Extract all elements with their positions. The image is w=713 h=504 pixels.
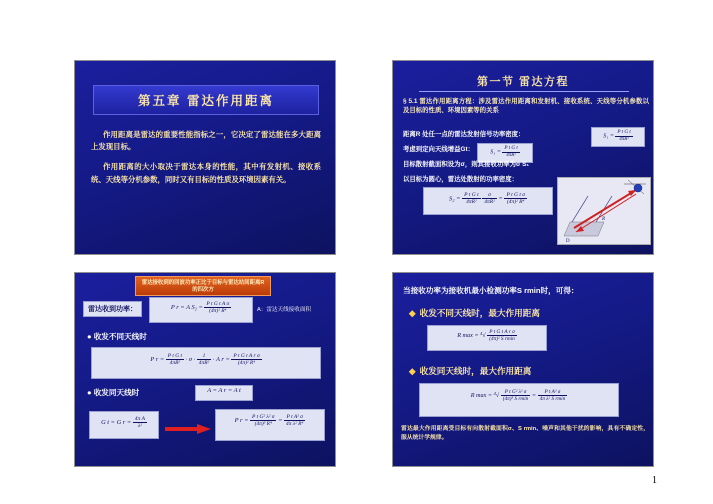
slide-2-radar-diagram xyxy=(557,177,651,245)
slide-3-equation-1 xyxy=(149,297,253,323)
slide-3-eq5-t2-den: 4π λ² R⁴ xyxy=(285,421,304,428)
slide-3-bullet-1: ● 收发不同天线时 xyxy=(87,332,147,341)
slide-2-eq2-denominator: 4πR² xyxy=(506,151,516,158)
radar-diagram-label-antenna: D xyxy=(566,239,570,244)
slide-3-eq2-term-2 xyxy=(197,353,211,367)
slide-2-eq1-fraction xyxy=(615,130,632,143)
slide-3-eq2-label: P r = xyxy=(150,356,165,364)
slide-2-eq3-t3-den: (4π)² R⁴ xyxy=(506,199,525,206)
slide-3-arrow-icon xyxy=(165,421,211,431)
slide-2-eq2-label: S₁ = xyxy=(490,149,501,156)
slide-3-eq4-label: G t = G r = xyxy=(101,419,132,427)
slide-2-line-3: 目标散射截面积设为σ，则其接收功率为σ S₁ xyxy=(403,161,530,168)
slide-2 xyxy=(392,60,654,255)
slide-4-eq2-t2-den: 4π λ² S rmin xyxy=(539,396,566,403)
slide-2-eq3-term-1 xyxy=(462,192,480,206)
slide-3-eq1-label: P r = A S₂ = xyxy=(170,304,203,312)
slide-4-equation-2: R max = $^4$√ $\frac{\text{P t G² λ² σ}}{\text{(4π)³ S rmin}}$ = $\frac{\text{P t A² σ}}{\text{4π λ² S rmin}}$ xyxy=(419,383,619,417)
diamond-bullet-icon: ◆ xyxy=(409,308,416,318)
slide-3-eq2-t2-den: 4πR² xyxy=(198,360,210,367)
slide-4-eq2-equals: = xyxy=(531,391,537,399)
slide-2-eq2-fraction xyxy=(502,146,519,159)
slide-4-bullet-1 xyxy=(409,307,540,319)
slide-2-section-text: § 5.1 雷达作用距离方程：涉及雷达作用距离和发射机、接收系统、天线等分机参数以及目标的性质、环境因素等的关系 xyxy=(403,98,649,115)
slide-4-footer: 雷达最大作用距离受目标有向散射截面积σ、S rmin、噪声和其他干扰的影响，具有不确定性，服从统计学规律。 xyxy=(401,426,649,441)
slide-2-line-2: 考虑到定向天线增益Gt： xyxy=(403,146,475,153)
slide-4-bullet-2-label: 收发同天线时，最大作用距离 xyxy=(419,366,532,376)
slide-2-eq1-numerator: P t G t xyxy=(617,129,631,135)
slide-2-equation-3 xyxy=(423,187,553,215)
slide-3-eq2-t1-den: 4πR² xyxy=(169,360,181,367)
slide-1-paragraph-2: 作用距离的大小取决于雷达本身的性能，其中有发射机、接收系统、天线等分机参数，同时又有目标的性质及环境因素有关。 xyxy=(91,162,321,184)
slide-2-eq1-denominator: 4πR² xyxy=(619,135,629,142)
slide-4-eq1-fraction xyxy=(487,329,517,342)
slide-3-eq2-tail: · A r = xyxy=(212,356,230,364)
slide-3-eq4-num: 4π A xyxy=(134,416,145,422)
slide-4-eq2-t1-num: P t G² λ² σ xyxy=(501,389,531,396)
slide-3-bullet-2: ● 收发同天线时 xyxy=(87,388,140,397)
slide-4-equation-1: R max = $^4$√ $\frac{\text{P t G t A r σ}}{\text{(4π)² S rmin}}$ xyxy=(427,325,547,351)
slide-2-eq2-numerator: P t G t xyxy=(504,145,518,151)
slide-1-body xyxy=(91,129,321,194)
slide-4 xyxy=(392,272,654,467)
slide-2-eq1-label: S₁ = xyxy=(603,133,614,140)
slide-3-eq2-t3-den: (4π)² R⁴ xyxy=(237,360,256,367)
slide-1-paragraph-1: 作用距离是雷达的重要性能指标之一，它决定了雷达能在多大距离上发现目标。 xyxy=(91,130,321,152)
slide-3-eq5-term-2 xyxy=(284,414,305,428)
slide-2-title: 第一节 雷达方程 xyxy=(476,76,570,88)
slide-4-eq2-t2-num: P t A² σ xyxy=(538,389,568,396)
slide-4-eq1-den: (4π)² S rmin xyxy=(489,336,515,343)
slide-3-equation-4 xyxy=(89,411,159,439)
slide-2-line-1: 距离R 处任一点的雷达发射信号功率密度： xyxy=(403,131,525,138)
slide-1-title: 第五章 雷达作用距离 xyxy=(138,94,274,108)
slide-3-eq5-equals: = xyxy=(278,417,283,425)
slide-3-banner: 雷达接收到的回波功率正比于目标与雷达站间距离R的四次方 xyxy=(135,276,271,296)
slide-3-eq2-mid: · σ · xyxy=(185,356,196,364)
slide-3-note: A：雷达天线接收面积 xyxy=(257,307,312,313)
slide-2-eq3-t2-num: σ xyxy=(482,192,497,199)
slide-2-title-rule xyxy=(419,91,629,92)
slide-3-eq2-t2-num: 1 xyxy=(197,353,211,360)
slide-2-eq3-t2-den: 4πR² xyxy=(484,199,495,206)
slide-3-eq5-label: P r = xyxy=(234,417,249,425)
radar-geometry-svg xyxy=(558,178,650,244)
slide-3-equation-2 xyxy=(91,347,321,379)
slide-2-equation-2 xyxy=(477,143,533,163)
slide-3-eq5-t1-num: P t G² λ² σ xyxy=(252,414,275,420)
slide-4-bullet-2 xyxy=(409,365,531,377)
slide-3-label: 雷达收到功率： xyxy=(83,301,142,317)
slide-4-eq2-label: R max = xyxy=(470,391,493,399)
slide-4-heading: 当接收功率为接收机最小检测功率S rmin时，可得： xyxy=(403,286,579,295)
slide-2-eq3-t1-num: P t G t xyxy=(464,192,479,198)
slide-3-eq5-term-1 xyxy=(250,414,276,428)
slide-3-eq2-t3-num: P t G t A r σ xyxy=(233,353,260,359)
slide-2-eq3-t1-den: 4πR² xyxy=(466,199,477,206)
slide-3-eq2-term-3 xyxy=(231,353,261,367)
slide-4-eq1-num: P t G t A r σ xyxy=(487,329,517,336)
slide-4-eq2-term-1 xyxy=(501,389,531,402)
slide-3-eq1-num: P t G t A σ xyxy=(206,301,230,307)
slide-2-eq3-t3-num: P t G t σ xyxy=(506,192,525,198)
diamond-bullet-icon-2: ◆ xyxy=(409,366,416,376)
slide-3-eq4-den: λ² xyxy=(137,423,142,430)
slide-3 xyxy=(74,272,336,467)
slide-3-eq4-fraction xyxy=(133,416,147,430)
slide-1-title-box xyxy=(93,85,319,115)
radar-diagram-label-r: R xyxy=(602,217,606,222)
slide-4-eq2-root-index: 4 xyxy=(493,391,496,397)
slide-4-eq1-root-index: 4 xyxy=(480,331,483,337)
slide-4-eq1-label: R max = xyxy=(457,331,479,339)
slide-1 xyxy=(74,60,336,255)
page-number: 1 xyxy=(652,475,657,486)
slide-2-line-4: 以目标为圆心，雷达处散射的功率密度： xyxy=(403,176,519,183)
slide-4-bullet-1-label: 收发不同天线时，最大作用距离 xyxy=(419,308,540,318)
slide-2-equation-1 xyxy=(591,127,645,147)
slide-2-eq3-equals: = xyxy=(498,195,503,203)
slide-4-eq2-t1-den: (4π)³ S rmin xyxy=(502,396,529,403)
slide-3-eq2-t1-num: P t G t xyxy=(167,353,182,359)
slide-3-eq5-t1-den: (4π)³ R⁴ xyxy=(254,421,272,428)
slide-2-eq3-term-2 xyxy=(482,192,497,206)
slide-3-eq1-den: (4π)² R⁴ xyxy=(209,308,227,315)
slide-2-eq3-label: S₂ = xyxy=(449,195,461,203)
slide-3-eq2-term-1 xyxy=(166,353,184,367)
slide-3-equation-3: A = A r = A t xyxy=(195,385,253,401)
slide-3-eq5-t2-num: P t A² σ xyxy=(284,414,305,421)
slide-3-eq1-fraction xyxy=(204,301,231,315)
slide-3-equation-5 xyxy=(215,409,325,441)
slide-4-eq2-term-2 xyxy=(538,389,568,402)
slide-2-eq3-term-3 xyxy=(504,192,527,206)
